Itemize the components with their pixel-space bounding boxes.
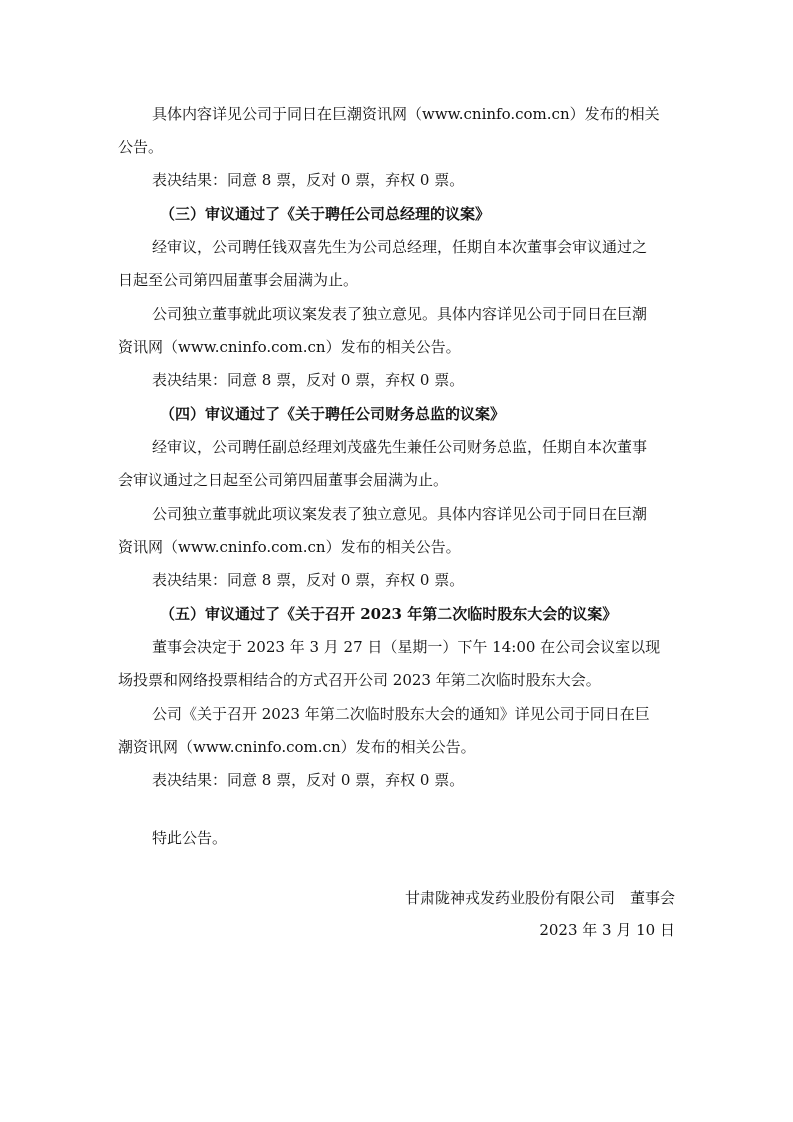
vote-result: 表决结果：同意 8 票，反对 0 票，弃权 0 票。: [152, 171, 465, 189]
closing-notice: 特此公告。: [152, 829, 228, 847]
paragraph-line: 具体内容详见公司于同日在巨潮资讯网（www.cninfo.com.cn）发布的相关: [152, 105, 660, 123]
paragraph-line: 经审议，公司聘任副总经理刘茂盛先生兼任公司财务总监，任期自本次董事: [152, 438, 648, 456]
section-heading-5: （五）审议通过了《关于召开 2023 年第二次临时股东大会的议案》: [160, 605, 618, 623]
paragraph-line: 公告。: [118, 138, 164, 156]
paragraph-line: 会审议通过之日起至公司第四届董事会届满为止。: [118, 471, 449, 489]
paragraph-line: 公司独立董事就此项议案发表了独立意见。具体内容详见公司于同日在巨潮: [152, 305, 648, 323]
paragraph-line: 公司独立董事就此项议案发表了独立意见。具体内容详见公司于同日在巨潮: [152, 505, 648, 523]
paragraph-line: 资讯网（www.cninfo.com.cn）发布的相关公告。: [118, 538, 461, 556]
paragraph-line: 日起至公司第四届董事会届满为止。: [118, 271, 359, 289]
paragraph-line: 公司《关于召开 2023 年第二次临时股东大会的通知》详见公司于同日在巨: [152, 705, 650, 723]
paragraph-line: 董事会决定于 2023 年 3 月 27 日（星期一）下午 14:00 在公司会议室以现: [152, 638, 661, 656]
signature-date: 2023 年 3 月 10 日: [539, 921, 675, 939]
vote-result: 表决结果：同意 8 票，反对 0 票，弃权 0 票。: [152, 771, 465, 789]
section-heading-4: （四）审议通过了《关于聘任公司财务总监的议案》: [160, 405, 506, 423]
paragraph-line: 经审议，公司聘任钱双喜先生为公司总经理，任期自本次董事会审议通过之: [152, 238, 648, 256]
vote-result: 表决结果：同意 8 票，反对 0 票，弃权 0 票。: [152, 571, 465, 589]
section-heading-3: （三）审议通过了《关于聘任公司总经理的议案》: [160, 205, 491, 223]
signature-company: 甘肃陇神戎发药业股份有限公司 董事会: [404, 889, 675, 907]
vote-result: 表决结果：同意 8 票，反对 0 票，弃权 0 票。: [152, 371, 465, 389]
paragraph-line: 场投票和网络投票相结合的方式召开公司 2023 年第二次临时股东大会。: [118, 671, 601, 689]
paragraph-line: 潮资讯网（www.cninfo.com.cn）发布的相关公告。: [118, 738, 476, 756]
paragraph-line: 资讯网（www.cninfo.com.cn）发布的相关公告。: [118, 338, 461, 356]
